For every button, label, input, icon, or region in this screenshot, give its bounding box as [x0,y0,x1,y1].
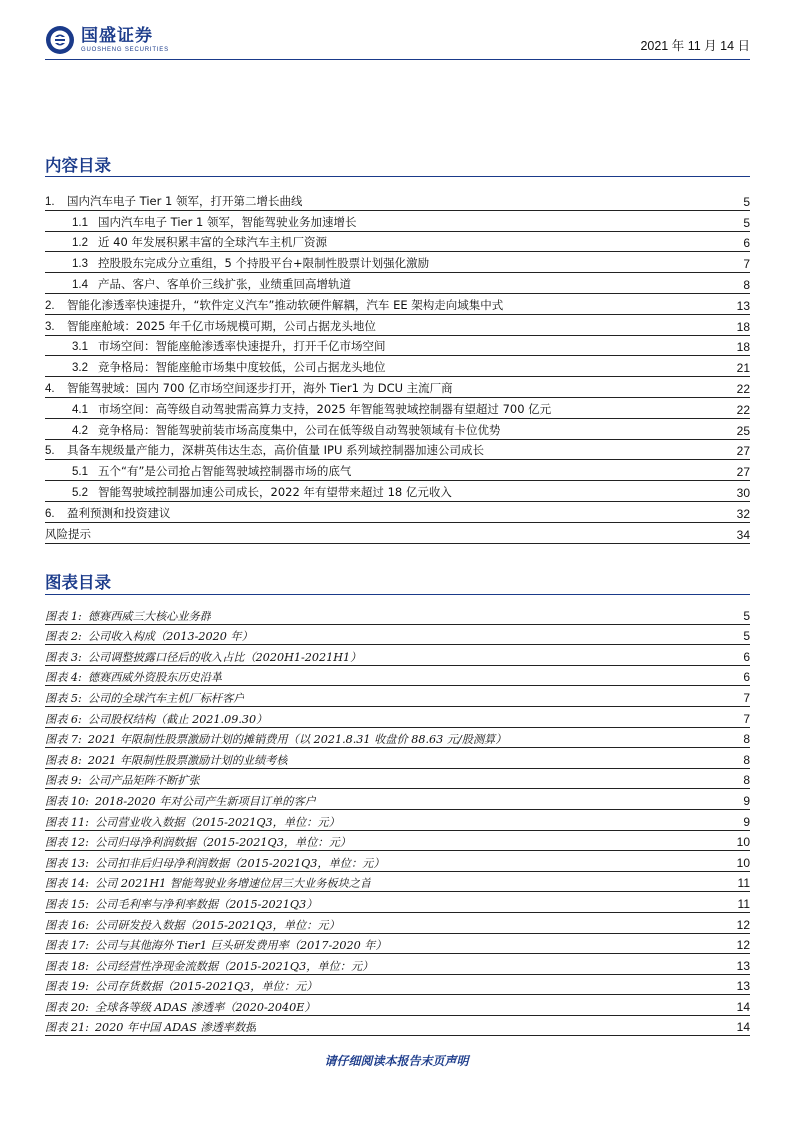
figure-entry[interactable] [45,975,750,996]
toc-entry-page: 18 [736,340,750,355]
toc-entry-text: 市场空间：高等级自动驾驶需高算力支持，2025 年智能驾驶域控制器有望超过 700 亿元 [98,401,552,416]
header-divider [45,59,750,60]
toc-entry-page: 6 [743,236,750,251]
figure-entry-page: 9 [743,814,750,829]
toc-entry-number: 3.2 [72,362,88,375]
guosheng-logo-icon [45,25,75,55]
figure-entry-text: 公司归母净利润数据（2015-2021Q3，单位：元） [94,836,351,850]
figure-entry-number: 图表 4: [45,671,82,685]
figure-entry-text: 公司毛利率与净利率数据（2015-2021Q3） [94,897,318,911]
figure-entry-number: 图表 13: [45,856,89,870]
toc-entry-number: 6. [45,507,55,520]
toc-entry-number: 4.2 [72,424,88,437]
toc-entry-page: 22 [736,402,750,417]
figure-entry[interactable] [45,995,750,1016]
figure-entry-page: 12 [736,938,750,953]
figure-entry-page: 7 [743,711,750,726]
toc-title: 内容目录 [45,156,111,175]
figure-entry-number: 图表 6: [45,712,82,726]
figure-entry-page: 10 [736,835,750,850]
toc-entry-text: 市场空间：智能座舱渗透率快速提升，打开千亿市场空间 [98,339,386,354]
toc-entry[interactable] [45,336,750,357]
figure-entry-number: 图表 18: [45,959,89,973]
toc-entry-page: 30 [736,485,750,500]
toc-entry-number: 2. [45,299,55,312]
toc-entry-text: 控股股东完成分立重组，5 个持股平台+限制性股票计划强化激励 [98,256,430,271]
figure-entry[interactable] [45,645,750,666]
toc-entry[interactable] [45,211,750,232]
brand-name-cn: 国盛证券 [81,25,153,46]
figure-entry-page: 7 [743,690,750,705]
figure-entry-text: 德赛西威三大核心业务群 [87,609,211,623]
toc-entry-page: 18 [736,319,750,334]
toc-entry-label [45,214,356,231]
toc-entry-label [45,526,91,543]
figure-entry-text: 公司经营性净现金流数据（2015-2021Q3，单位：元） [94,959,374,973]
toc-entry[interactable] [45,419,750,440]
toc-entry[interactable] [45,398,750,419]
toc-entry-label [45,297,503,314]
toc-entry-label [45,276,351,293]
toc-entry-page: 5 [743,215,750,230]
figure-entry-number: 图表 11: [45,815,89,829]
toc-entry-text: 国内汽车电子 Tier 1 领军，智能驾驶业务加速增长 [98,214,357,229]
figure-entry-number: 图表 3: [45,650,82,664]
figure-entry-text: 公司营业收入数据（2015-2021Q3，单位：元） [94,815,340,829]
figure-entry-text: 公司产品矩阵不断扩张 [87,774,200,788]
figure-entry[interactable] [45,810,750,831]
figure-entry-page: 6 [743,670,750,685]
toc-entry-label [45,442,484,459]
toc-entry-page: 34 [736,527,750,542]
toc-entry-page: 5 [743,194,750,209]
figure-entry[interactable] [45,892,750,913]
toc-entry-label [45,484,452,501]
toc-entry[interactable] [45,232,750,253]
figure-entry-text: 2020 年中国 ADAS 渗透率数据 [94,1021,257,1035]
figure-entry[interactable] [45,686,750,707]
toc-entry-text: 竞争格局：智能驾驶前装市场高度集中，公司在低等级自动驾驶领域有卡位优势 [98,422,501,437]
figure-entry[interactable] [45,913,750,934]
toc-entry-page: 27 [736,465,750,480]
toc-entry-number: 5.1 [72,466,88,479]
figure-entry-page: 8 [743,732,750,747]
figure-entry-page: 14 [736,999,750,1014]
figure-entry-text: 全球各等级 ADAS 渗透率（2020-2040E） [94,1000,316,1014]
figure-entry-number: 图表 7: [45,733,82,747]
toc-entry-number: 5.2 [72,486,88,499]
toc-entry-page: 22 [736,381,750,396]
toc-list [45,190,750,544]
figure-entry-page: 14 [736,1020,750,1035]
figure-entry-page: 8 [743,773,750,788]
figure-entry-number: 图表 20: [45,1000,89,1014]
toc-entry-label [45,193,302,210]
toc-entry-text: 智能驾驶域控制器加速公司成长，2022 年有望带来超过 18 亿元收入 [98,484,452,499]
brand-logo [45,22,169,58]
figure-entry[interactable] [45,625,750,646]
toc-entry-page: 27 [736,444,750,459]
toc-entry-label [45,359,386,376]
figure-entry-number: 图表 2: [45,630,82,644]
toc-entry[interactable] [45,273,750,294]
figure-entry-page: 11 [737,896,750,911]
figures-list [45,604,750,1036]
figure-entry[interactable] [45,831,750,852]
toc-entry-number: 1. [45,195,55,208]
figure-entry[interactable] [45,728,750,749]
figure-entry-text: 2018-2020 年对公司产生新项目订单的客户 [94,794,316,808]
figure-entry-text: 公司调整披露口径后的收入占比（2020H1-2021H1） [87,650,362,664]
figure-entry-page: 5 [743,608,750,623]
figure-entry-text: 公司的全球汽车主机厂标杆客户 [87,691,245,705]
toc-entry-label [45,234,327,251]
figure-entry[interactable] [45,769,750,790]
toc-entry[interactable] [45,294,750,315]
report-date: 2021 年 11 月 14 日 [640,39,750,53]
toc-entry-text: 盈利预测和投资建议 [67,505,171,520]
toc-entry-page: 25 [736,423,750,438]
toc-entry-label [45,338,386,355]
figure-entry-number: 图表 9: [45,774,82,788]
figure-entry[interactable] [45,954,750,975]
figure-entry-page: 6 [743,649,750,664]
toc-entry-page: 21 [736,361,750,376]
figure-entry-number: 图表 10: [45,794,89,808]
toc-entry-page: 7 [743,257,750,272]
toc-entry[interactable] [45,523,750,544]
toc-entry[interactable] [45,252,750,273]
toc-entry[interactable] [45,190,750,211]
figure-entry-number: 图表 16: [45,918,89,932]
figure-entry-text: 公司存货数据（2015-2021Q3，单位：元） [94,980,318,994]
figure-entry[interactable] [45,1016,750,1037]
toc-entry[interactable] [45,502,750,523]
figures-title: 图表目录 [45,573,111,592]
figure-entry[interactable] [45,851,750,872]
toc-entry-text: 竞争格局：智能座舱市场集中度较低，公司占据龙头地位 [98,360,386,375]
toc-entry-label [45,505,171,522]
toc-entry[interactable] [45,440,750,461]
toc-entry-number: 5. [45,445,55,458]
toc-entry-text: 具备车规级量产能力，深耕英伟达生态，高价值量 IPU 系列域控制器加速公司成长 [67,443,485,458]
figure-entry[interactable] [45,666,750,687]
toc-entry-number: 3. [45,320,55,333]
figure-entry-page: 8 [743,752,750,767]
figure-entry-text: 2021 年限制性股票激励计划的摊销费用（以 2021.8.31 收盘价 88.63 元/股测算） [87,733,507,747]
toc-entry-number: 1.2 [72,237,88,250]
toc-entry-label [45,463,351,480]
figure-entry-number: 图表 17: [45,939,89,953]
figure-entry-page: 13 [736,958,750,973]
figure-entry-number: 图表 15: [45,897,89,911]
figure-entry-page: 5 [743,629,750,644]
figure-entry-number: 图表 14: [45,877,89,891]
toc-entry-label [45,401,551,418]
toc-entry-text: 智能化渗透率快速提升，“软件定义汽车”推动软硬件解耦，汽车 EE 架构走向域集中式 [67,297,504,312]
figure-entry-number: 图表 19: [45,980,89,994]
toc-entry-text: 近 40 年发展积累丰富的全球汽车主机厂资源 [98,235,327,250]
toc-entry[interactable] [45,356,750,377]
figure-entry-page: 10 [736,855,750,870]
toc-entry-text: 国内汽车电子 Tier 1 领军，打开第二增长曲线 [67,193,303,208]
toc-entry-text: 智能驾驶域：国内 700 亿市场空间逐步打开，海外 Tier1 为 DCU 主流厂商 [67,380,453,395]
figure-entry[interactable] [45,789,750,810]
figure-entry-page: 12 [736,917,750,932]
figure-entry[interactable] [45,748,750,769]
figure-entry-number: 图表 21: [45,1021,89,1035]
toc-entry-label [45,380,453,397]
figure-entry-text: 德赛西威外资股东历史沿革 [87,671,223,685]
toc-entry[interactable] [45,460,750,481]
figure-entry-page: 9 [743,793,750,808]
toc-entry-text: 智能座舱域：2025 年千亿市场规模可期，公司占据龙头地位 [67,318,376,333]
toc-entry-label [45,318,376,335]
toc-entry-number: 1.3 [72,258,88,271]
figure-entry[interactable] [45,707,750,728]
toc-entry[interactable] [45,377,750,398]
figure-entry-text: 公司收入构成（2013-2020 年） [87,630,253,644]
figure-entry-page: 11 [737,876,750,891]
toc-entry-text: 五个“有”是公司抢占智能驾驶域控制器市场的底气 [98,464,352,479]
figure-entry[interactable] [45,934,750,955]
toc-entry-label [45,422,501,439]
toc-entry[interactable] [45,315,750,336]
toc-entry-label [45,255,429,272]
toc-entry-page: 32 [736,506,750,521]
figure-entry-text: 公司扣非后归母净利润数据（2015-2021Q3，单位：元） [94,856,385,870]
toc-entry-number: 4. [45,382,55,395]
toc-entry-page: 13 [736,298,750,313]
page-header [45,22,750,62]
footer-disclaimer: 请仔细阅读本报告末页声明 [324,1054,469,1068]
figure-entry-text: 公司研发投入数据（2015-2021Q3，单位：元） [94,918,340,932]
toc-title-divider [45,176,750,177]
toc-entry-number: 3.1 [72,341,88,354]
toc-entry-number: 1.1 [72,216,88,229]
figure-entry-text: 公司与其他海外 Tier1 巨头研发费用率（2017-2020 年） [94,939,387,953]
figure-entry-text: 2021 年限制性股票激励计划的业绩考核 [87,753,288,767]
figure-entry-page: 13 [736,979,750,994]
figure-entry-number: 图表 8: [45,753,82,767]
figure-entry-text: 公司 2021H1 智能驾驶业务增速位居三大业务板块之首 [94,877,372,891]
figure-entry-number: 图表 1: [45,609,82,623]
toc-entry-text: 产品、客户、客单价三线扩张，业绩重回高增轨道 [98,276,351,291]
toc-entry-page: 8 [743,277,750,292]
figure-entry-text: 公司股权结构（截止 2021.09.30） [87,712,268,726]
figure-entry[interactable] [45,872,750,893]
figure-entry-number: 图表 12: [45,836,89,850]
figures-title-divider [45,594,750,595]
toc-entry-number: 4.1 [72,403,88,416]
toc-entry-text: 风险提示 [45,526,91,541]
toc-entry-number: 1.4 [72,278,88,291]
brand-name-en: GUOSHENG SECURITIES [81,46,169,53]
figure-entry-number: 图表 5: [45,691,82,705]
toc-entry[interactable] [45,481,750,502]
figure-entry[interactable] [45,604,750,625]
